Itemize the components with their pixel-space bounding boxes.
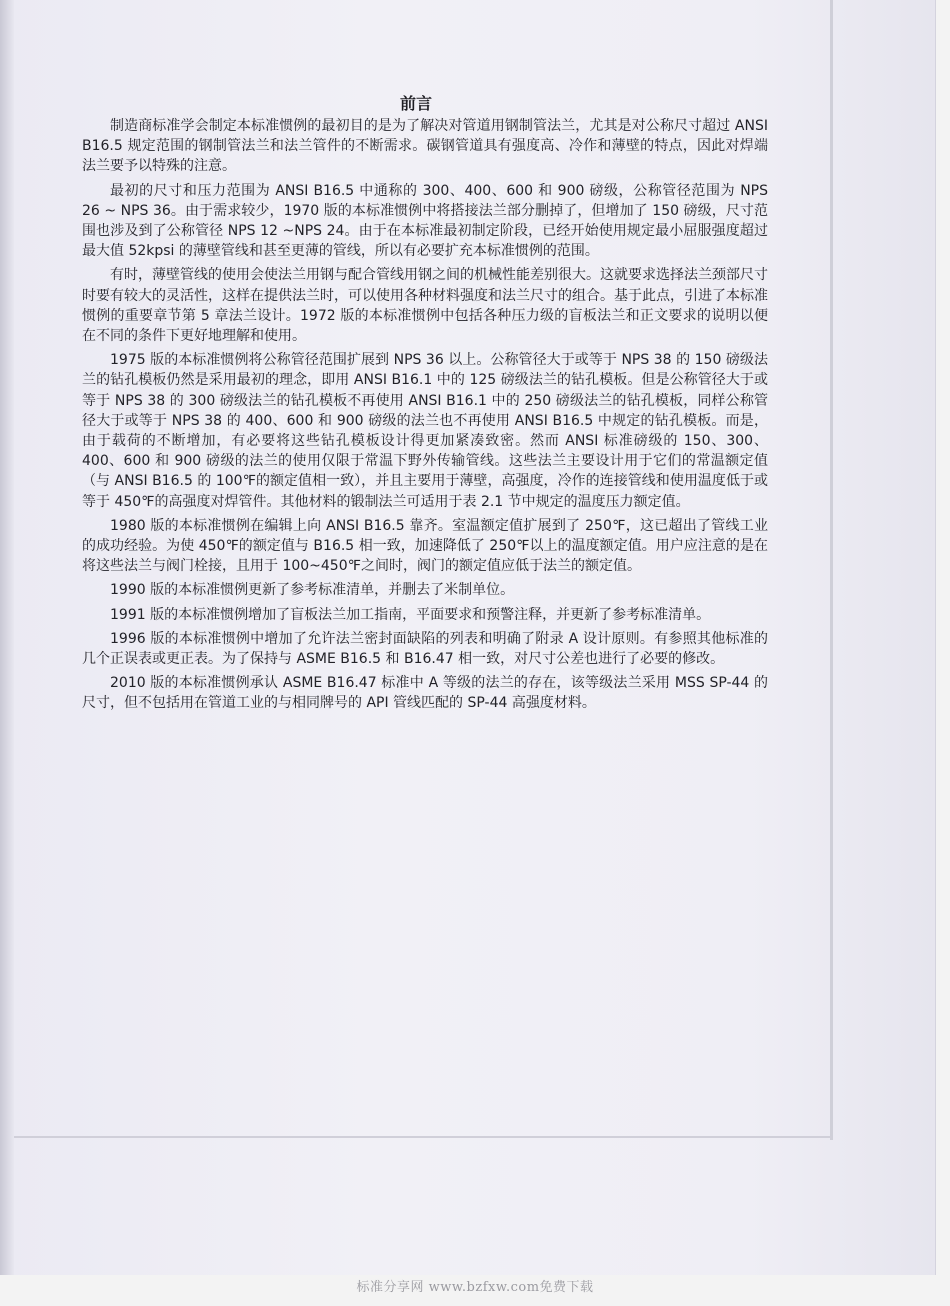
document-body: [82, 116, 768, 718]
paragraph: 1996 版的本标准惯例中增加了允许法兰密封面缺陷的列表和明确了附录 A 设计原则。有参照其他标准的几个正误表或更正表。为了保持与 ASME B16.5 和 B16.47 相一致，对尺寸公差也进行了必要的修改。: [82, 630, 768, 668]
page-edge-bottom: [14, 1136, 832, 1138]
paragraph: 有时，薄壁管线的使用会使法兰用钢与配合管线用钢之间的机械性能差别很大。这就要求选择法兰颈部尺寸时要有较大的灵活性，这样在提供法兰时，可以使用各种材料强度和法兰尺寸的组合。基于此点，引进了本标准惯例的重要章节第 5 章法兰设计。1972 版的本标准惯例中包括各种压力级的盲板法兰和正文要求的说明以便在不同的条件下更好地理解和使用。: [82, 267, 768, 345]
paragraph: 2010 版的本标准惯例承认 ASME B16.47 标准中 A 等级的法兰的存在，该等级法兰采用 MSS SP-44 的尺寸，但不包括用在管道工业的与相同牌号的 API 管线匹配的 SP-44 高强度材料。: [82, 675, 768, 712]
page-spine-shadow: [0, 0, 14, 1275]
paragraph: 最初的尺寸和压力范围为 ANSI B16.5 中通称的 300、400、600 和 900 磅级，公称管径范围为 NPS 26 ~ NPS 36。由于需求较少，1970 版的本标准惯例中将搭接法兰部分删掉了，但增加了 150 磅级，尺寸范围也涉及到了公称管径 NPS 12 ~NPS 24。由于在本标准最初制定阶段，已经开始使用规定最小屈服强度超过最大值 52kpsi 的薄壁管线和甚至更薄的管线，所以有必要扩充本标准惯例的范围。: [82, 182, 768, 260]
paragraph: 1980 版的本标准惯例在编辑上向 ANSI B16.5 靠齐。室温额定值扩展到了 250℉，这已超出了管线工业的成功经验。为使 450℉的额定值与 B16.5 相一致，加速降低了 250℉以上的温度额定值。用户应注意的是在将这些法兰与阀门栓接，且用于 100~450℉之间时，阀门的额定值应低于法兰的额定值。: [82, 517, 768, 575]
paragraph: 1991 版的本标准惯例增加了盲板法兰加工指南，平面要求和预警注释，并更新了参考标准清单。: [110, 606, 711, 623]
footer-watermark: 标准分享网 www.bzfxw.com免费下载: [356, 1280, 594, 1295]
paragraph: 1990 版的本标准惯例更新了参考标准清单，并删去了米制单位。: [110, 582, 515, 599]
paragraph: 1975 版的本标准惯例将公称管径范围扩展到 NPS 36 以上。公称管径大于或等于 NPS 38 的 150 磅级法兰的钻孔模板仍然是采用最初的理念，即用 ANSI B16.1 中的 125 磅级法兰的钻孔模板。但是公称管径大于或等于 NPS 38 的 300 磅级法兰的钻孔模板不再使用 ANSI B16.1 中的 250 磅级法兰的钻孔模板，同样公称管径大于或等于 NPS 38 的 400、600 和 900 磅级的法兰也不再使用 ANSI B16.5 中规定的钻孔模板。而是，由于载荷的不断增加，有必要将这些钻孔模板设计得更加紧凑致密。然而 ANSI 标准磅级的 150、300、400、600 和 900 磅级的法兰的使用仅限于常温下野外传输管线。这些法兰主要设计用于它们的常温额定值（与 ANSI B16.5 的 100℉的额定值相一致），并且主要用于薄壁，高强度，冷作的连接管线和使用温度低于或等于 450℉的高强度对焊管件。其他材料的锻制法兰可适用于表 2.1 节中规定的温度压力额定值。: [82, 352, 768, 510]
paragraph: 制造商标准学会制定本标准惯例的最初目的是为了解决对管道用钢制管法兰，尤其是对公称尺寸超过 ANSI B16.5 规定范围的钢制管法兰和法兰管件的不断需求。碳钢管道具有强度高、冷作和薄壁的特点，因此对焊端法兰要予以特殊的注意。: [82, 118, 768, 175]
page-edge-right: [830, 0, 833, 1140]
page-title: 前言: [399, 94, 432, 113]
